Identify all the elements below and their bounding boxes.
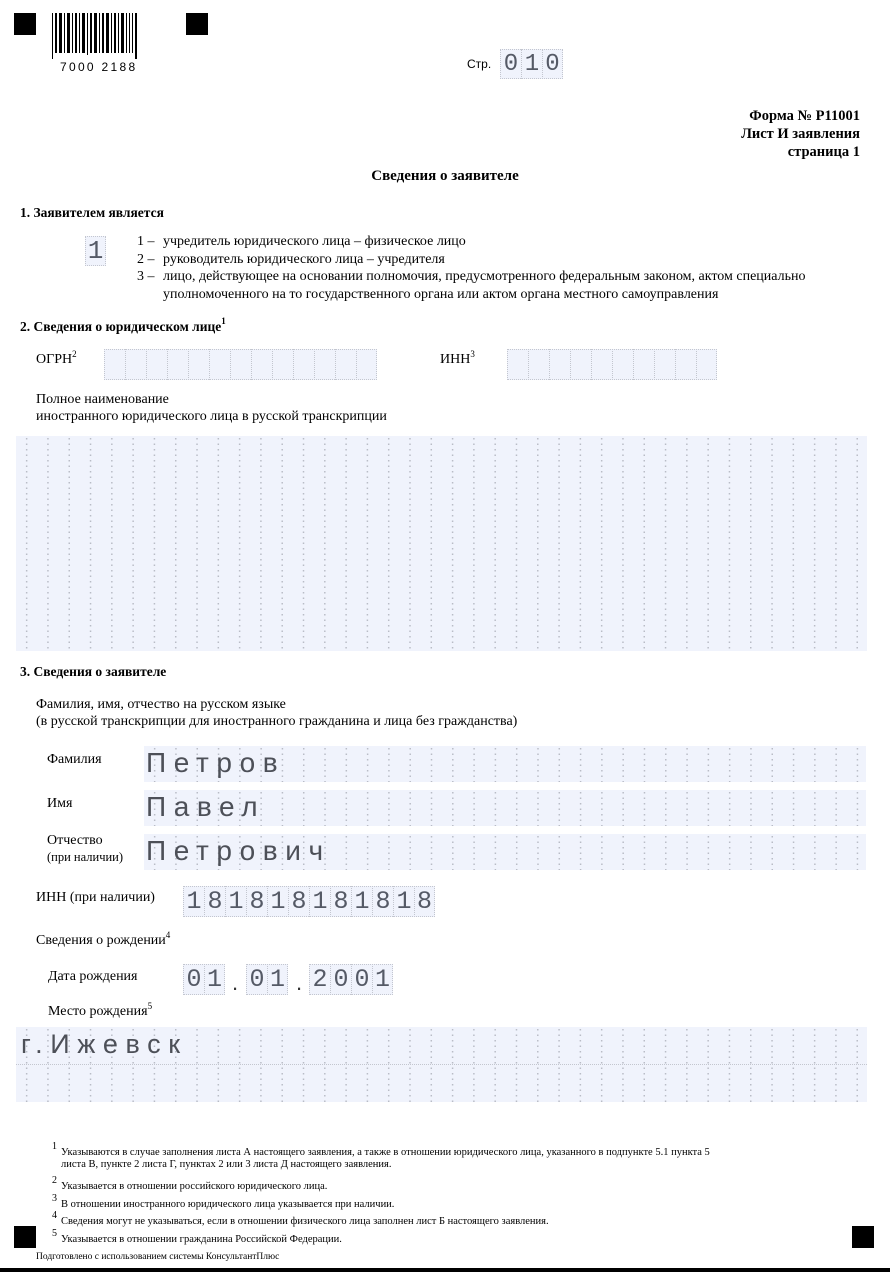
birth-day-digit: 1 (204, 964, 225, 995)
inn-digit: 1 (351, 886, 372, 917)
inn-digit: 1 (393, 886, 414, 917)
birth-year-digit: 2 (309, 964, 330, 995)
foreign-fullname-field[interactable] (16, 436, 867, 651)
inn-digit: 8 (372, 886, 393, 917)
option-3: 3 – лицо, действующее на основании полномочия, предусмотренного федеральным законом, актом специально (137, 269, 806, 284)
section-2-heading: 2. Сведения о юридическом лице$^1$ (20, 316, 226, 334)
registration-marker-top-left (14, 13, 36, 35)
person-inn-label: ИНН (при наличии) (36, 890, 155, 905)
prepared-note: Подготовлено с использованием системы КонсультантПлюс (36, 1252, 280, 1262)
option-3-cont: уполномоченного на то государственного органа или актом органа местного самоуправления (163, 286, 719, 302)
applicant-type-options (137, 233, 806, 303)
footnote-1: 1 Указываются в случае заполнения листа А настоящего заявления, а также в отношении юридического лица, указанного в подпункте 5.1 пункта 5 листа В, пункте 2 листа Г, пунктах 2 или 3 листа Д настоящего заявления. (52, 1141, 710, 1170)
birth-place-field[interactable] (16, 1027, 867, 1102)
legal-inn-field[interactable] (507, 349, 717, 380)
birth-month-digit: 1 (267, 964, 288, 995)
page-digit: 0 (542, 49, 563, 79)
inn-digit: 8 (246, 886, 267, 917)
fio-label: Фамилия, имя, отчество на русском языке (в русской транскрипции для иностранного гражданина и лица без гражданства) (36, 697, 518, 729)
footnote-5: 5 Указывается в отношении гражданина Российской Федерации. (52, 1228, 342, 1245)
footnote-2: 2 Указывается в отношении российского юридического лица. (52, 1175, 328, 1192)
patronymic-field[interactable] (144, 834, 866, 870)
surname-field[interactable] (144, 746, 866, 782)
date-separator: . (296, 970, 303, 995)
page-digit: 0 (500, 49, 521, 79)
form-number: Форма № Р11001 (749, 108, 860, 124)
option-2: 2 – руководитель юридического лица – учредителя (137, 251, 445, 267)
footnote-4: 4 Сведения могут не указываться, если в отношении физического лица заполнен лист Б настоящего заявления. (52, 1210, 549, 1227)
form-header (741, 107, 860, 161)
form-page: страница 1 (787, 144, 860, 160)
barcode-number: 7000 2188 (60, 60, 138, 74)
ogrn-field[interactable] (104, 349, 377, 380)
birth-day-digit: 0 (183, 964, 204, 995)
registration-marker-bottom-right (852, 1226, 874, 1248)
section-1-heading: 1. Заявителем является (20, 205, 164, 220)
form-sheet: Лист И заявления (741, 126, 860, 142)
footnote-3: 3 В отношении иностранного юридического лица указывается при наличии. (52, 1193, 395, 1210)
applicant-type-field[interactable] (85, 236, 106, 266)
fullname-label: Полное наименование иностранного юридического лица в русской транскрипции (36, 392, 387, 424)
inn-digit: 1 (309, 886, 330, 917)
page-label: Стр. (467, 57, 492, 71)
option-1: 1 – учредитель юридического лица – физическое лицо (137, 234, 466, 249)
inn-digit: 1 (267, 886, 288, 917)
ogrn-label: ОГРН$^2$ (36, 349, 77, 367)
inn-digit: 8 (414, 886, 435, 917)
inn-digit: 8 (330, 886, 351, 917)
inn-digit: 8 (288, 886, 309, 917)
birth-place-label: Место рождения$^5$ (48, 1001, 153, 1019)
patronymic-value: Петрович (146, 835, 331, 866)
page-digit: 1 (521, 49, 542, 79)
surname-value: Петров (146, 747, 286, 778)
inn-digit: 8 (204, 886, 225, 917)
birth-year-digit: 1 (372, 964, 393, 995)
applicant-type-value: 1 (85, 236, 106, 266)
inn-digit: 1 (225, 886, 246, 917)
legal-inn-label: ИНН$^3$ (440, 349, 475, 367)
date-separator: . (232, 970, 239, 995)
birth-month-field[interactable] (246, 964, 288, 995)
birth-date-label: Дата рождения (48, 969, 138, 984)
birth-heading: Сведения о рождении$^4$ (36, 930, 171, 948)
page-title: Сведения о заявителе (371, 168, 519, 184)
name-label: Имя (47, 796, 73, 811)
name-field[interactable] (144, 790, 866, 826)
birth-year-field[interactable] (309, 964, 393, 995)
surname-label: Фамилия (47, 752, 102, 767)
birth-day-field[interactable] (183, 964, 225, 995)
barcode (52, 13, 169, 58)
page-number-field[interactable] (500, 49, 563, 79)
inn-digit: 1 (183, 886, 204, 917)
registration-marker-bottom-left (14, 1226, 36, 1248)
name-value: Павел (146, 791, 266, 822)
section-3-heading: 3. Сведения о заявителе (20, 664, 167, 679)
bottom-border (0, 1268, 890, 1272)
birth-year-digit: 0 (330, 964, 351, 995)
person-inn-field[interactable] (183, 886, 435, 917)
birth-month-digit: 0 (246, 964, 267, 995)
birth-year-digit: 0 (351, 964, 372, 995)
patronymic-label: Отчество (при наличии) (47, 833, 124, 864)
registration-marker-top-right (186, 13, 208, 35)
birth-place-value: г.Ижевск (21, 1029, 188, 1059)
